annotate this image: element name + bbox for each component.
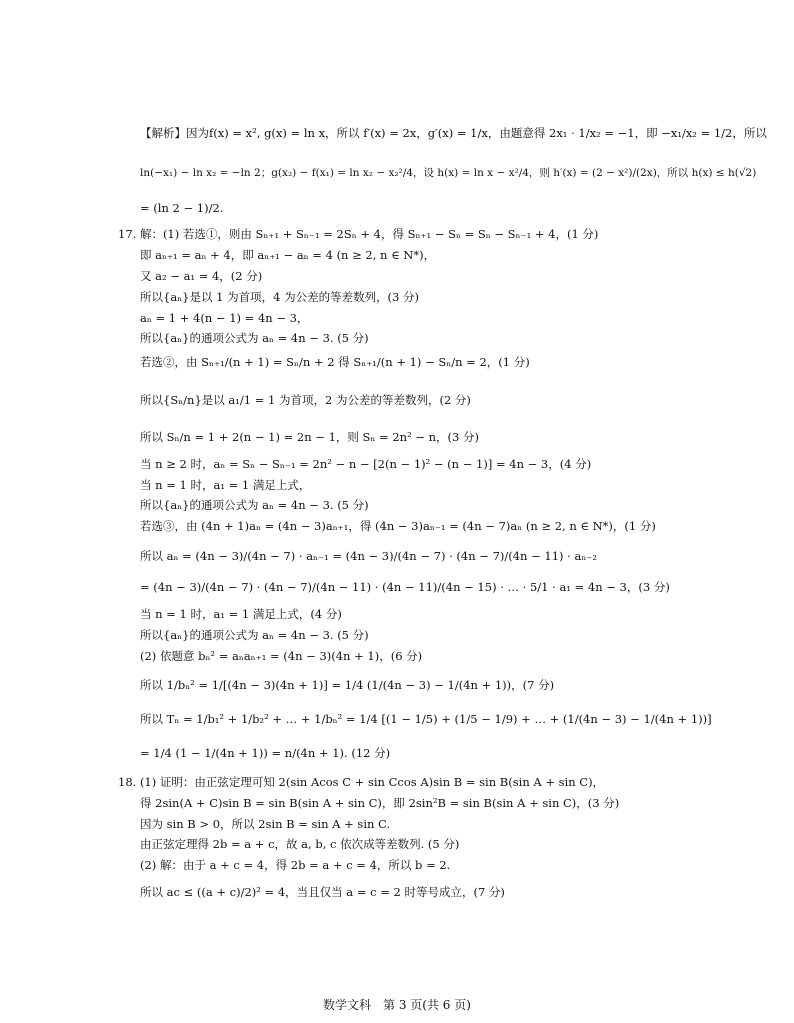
- line-1: ln(−x₁) − ln x₂ = −ln 2；g(x₂) − f(x₁) = ln x₂ − x₂²/4，设 h(x) = ln x − x²/4，则 h′(x) = (2 − x²)/(2x)，所以 h(x) ≤ h(√2): [140, 167, 757, 179]
- line-8: 所以{aₙ}的通项公式为 aₙ = 4n − 3. (5 分): [140, 331, 369, 345]
- line-11: 所以 Sₙ/n = 1 + 2(n − 1) = 2n − 1，则 Sₙ = 2n² − n，(3 分): [140, 430, 479, 444]
- line-5: 又 a₂ − a₁ = 4，(2 分): [140, 269, 263, 283]
- line-13: 当 n = 1 时，a₁ = 1 满足上式，: [140, 478, 311, 492]
- line-23: = 1/4 (1 − 1/(4n + 1)) = n/(4n + 1). (12 分): [140, 746, 391, 760]
- page-footer: 数学文科 第 3 页(共 6 页): [323, 998, 471, 1012]
- line-0: 【解析】因为f(x) = x², g(x) = ln x，所以 f′(x) = 2x，g′(x) = 1/x，由题意得 2x₁ · 1/x₂ = −1，即 −x₁/x₂ = 1/2，所以: [140, 126, 767, 140]
- line-14: 所以{aₙ}的通项公式为 aₙ = 4n − 3. (5 分): [140, 498, 369, 512]
- line-18: 当 n = 1 时，a₁ = 1 满足上式，(4 分): [140, 607, 342, 621]
- line-20: (2) 依题意 bₙ² = aₙaₙ₊₁ = (4n − 3)(4n + 1)，(6 分): [140, 649, 423, 663]
- line-19: 所以{aₙ}的通项公式为 aₙ = 4n − 3. (5 分): [140, 628, 369, 642]
- line-15: 若选③，由 (4n + 1)aₙ = (4n − 3)aₙ₊₁，得 (4n − 3)aₙ₋₁ = (4n − 7)aₙ (n ≥ 2, n ∈ N*)，(1 分): [140, 519, 656, 533]
- line-17: = (4n − 3)/(4n − 7) · (4n − 7)/(4n − 11) · (4n − 11)/(4n − 15) · … · 5/1 · a₁ = 4n − 3，(3 分): [140, 580, 670, 594]
- line-16: 所以 aₙ = (4n − 3)/(4n − 7) · aₙ₋₁ = (4n − 3)/(4n − 7) · (4n − 7)/(4n − 11) · aₙ₋₂: [140, 549, 598, 563]
- line-29: 所以 ac ≤ ((a + c)/2)² = 4，当且仅当 a = c = 2 时等号成立，(7 分): [140, 885, 505, 899]
- line-7: aₙ = 1 + 4(n − 1) = 4n − 3，: [140, 311, 309, 325]
- line-22: 所以 Tₙ = 1/b₁² + 1/b₂² + … + 1/bₙ² = 1/4 [(1 − 1/5) + (1/5 − 1/9) + … + (1/(4n − 3) − 1/(4n + 1))]: [140, 712, 712, 726]
- line-28: (2) 解：由于 a + c = 4，得 2b = a + c = 4，所以 b = 2.: [140, 858, 451, 872]
- line-10: 所以{Sₙ/n}是以 a₁/1 = 1 为首项，2 为公差的等差数列，(2 分): [140, 393, 471, 407]
- line-6: 所以{aₙ}是以 1 为首项，4 为公差的等差数列，(3 分): [140, 290, 420, 304]
- line-27: 由正弦定理得 2b = a + c，故 a, b, c 依次成等差数列. (5 分): [140, 837, 460, 851]
- line-24: 18. (1) 证明：由正弦定理可知 2(sin Acos C + sin Ccos A)sin B = sin B(sin A + sin C)，: [118, 775, 605, 789]
- line-4: 即 aₙ₊₁ = aₙ + 4，即 aₙ₊₁ − aₙ = 4 (n ≥ 2, n ∈ N*)，: [140, 248, 436, 262]
- line-25: 得 2sin(A + C)sin B = sin B(sin A + sin C)，即 2sin²B = sin B(sin A + sin C)，(3 分): [140, 796, 620, 810]
- line-12: 当 n ≥ 2 时，aₙ = Sₙ − Sₙ₋₁ = 2n² − n − [2(n − 1)² − (n − 1)] = 4n − 3，(4 分): [140, 457, 592, 471]
- line-9: 若选②，由 Sₙ₊₁/(n + 1) = Sₙ/n + 2 得 Sₙ₊₁/(n + 1) − Sₙ/n = 2，(1 分): [140, 355, 530, 369]
- line-26: 因为 sin B > 0，所以 2sin B = sin A + sin C.: [140, 817, 391, 831]
- line-3: 17. 解：(1) 若选①，则由 Sₙ₊₁ + Sₙ₋₁ = 2Sₙ + 4，得 Sₙ₊₁ − Sₙ = Sₙ − Sₙ₋₁ + 4，(1 分): [118, 227, 599, 241]
- line-21: 所以 1/bₙ² = 1/[(4n − 3)(4n + 1)] = 1/4 (1/(4n − 3) − 1/(4n + 1))，(7 分): [140, 678, 555, 692]
- line-2: = (ln 2 − 1)/2.: [140, 201, 224, 215]
